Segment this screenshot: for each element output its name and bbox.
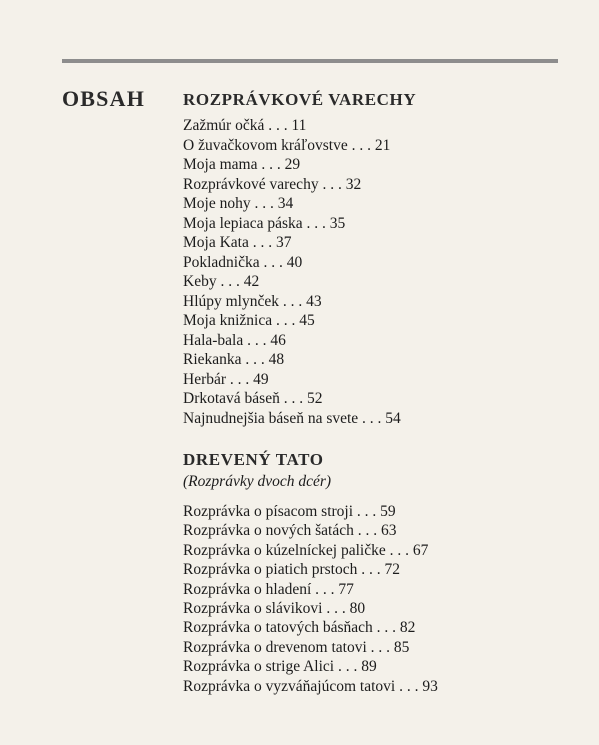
section-subtitle: (Rozprávky dvoch dcér): [183, 473, 332, 490]
entry-list: [183, 116, 563, 428]
toc-entry: O žuvačkovom kráľovstve . . . 21: [183, 136, 391, 154]
table-of-contents: [183, 90, 563, 696]
toc-entry: Zažmúr očká . . . 11: [183, 117, 307, 134]
toc-entry: Moja mama . . . 29: [183, 156, 301, 173]
toc-entry: Moja lepiaca páska . . . 35: [183, 214, 346, 232]
toc-entry: Rozprávka o piatich prstoch . . . 72: [183, 561, 400, 579]
toc-entry: Rozprávka o vyzváňajúcom tatovi . . . 93: [183, 677, 438, 695]
toc-entry: Rozprávka o strige Alici . . . 89: [183, 658, 377, 676]
section-title: DREVENÝ TATO: [183, 450, 324, 469]
toc-entry: Rozprávkové varechy . . . 32: [183, 175, 362, 193]
toc-entry: Najnudnejšia báseň na svete . . . 54: [183, 409, 401, 427]
toc-entry: Rozprávka o nových šatách . . . 63: [183, 522, 397, 540]
toc-entry: Hlúpy mlynček . . . 43: [183, 292, 322, 310]
top-rule: [62, 59, 558, 63]
toc-entry: Rozprávka o drevenom tatovi . . . 85: [183, 638, 410, 656]
toc-entry: Keby . . . 42: [183, 273, 260, 290]
toc-entry: Rozprávka o slávikovi . . . 80: [183, 599, 366, 617]
toc-entry: Hala-bala . . . 46: [183, 331, 286, 349]
toc-entry: Rozprávka o tatových básňach . . . 82: [183, 619, 416, 637]
toc-entry: Rozprávka o kúzelníckej paličke . . . 67: [183, 541, 429, 559]
toc-entry: Moja Kata . . . 37: [183, 234, 292, 251]
toc-entry: Drkotavá báseň . . . 52: [183, 390, 323, 407]
entry-list: [183, 502, 563, 696]
toc-entry: Rozprávka o písacom stroji . . . 59: [183, 503, 396, 520]
toc-entry: Moja knižnica . . . 45: [183, 312, 315, 329]
toc-entry: Rozprávka o hladení . . . 77: [183, 580, 354, 598]
contents-heading: OBSAH: [62, 86, 146, 111]
section-gap: [183, 428, 563, 450]
toc-entry: Pokladnička . . . 40: [183, 253, 303, 271]
section-title: ROZPRÁVKOVÉ VARECHY: [183, 90, 417, 109]
section-rozpravkove-varechy: [183, 90, 563, 428]
toc-entry: Moje nohy . . . 34: [183, 195, 294, 212]
section-dreveny-tato: [183, 450, 563, 696]
toc-entry: Riekanka . . . 48: [183, 351, 285, 368]
toc-entry: Herbár . . . 49: [183, 370, 269, 388]
